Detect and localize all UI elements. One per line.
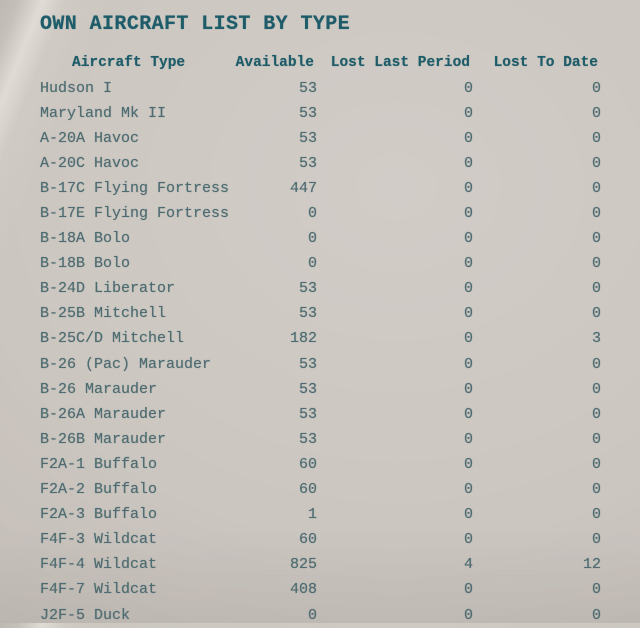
- aircraft-type-cell: F4F-3 Wildcat: [40, 531, 158, 549]
- lost-to-date-cell: 0: [591, 430, 601, 448]
- lost-last-period-cell: 0: [463, 506, 473, 524]
- available-cell: 60: [298, 455, 317, 473]
- available-cell: 1: [307, 506, 317, 524]
- available-cell: 0: [307, 205, 317, 223]
- available-cell: 53: [298, 79, 317, 97]
- table-row: [40, 477, 601, 502]
- table-row: [40, 226, 601, 251]
- table-row: [40, 502, 601, 527]
- table-row: [40, 427, 601, 452]
- aircraft-type-cell: B-25C/D Mitchell: [40, 330, 185, 348]
- aircraft-type-cell: F4F-7 Wildcat: [40, 581, 158, 599]
- available-cell: 53: [298, 280, 317, 298]
- aircraft-type-cell: Hudson I: [40, 79, 113, 97]
- column-header-lost-to-date: Lost To Date: [493, 54, 598, 71]
- available-cell: 53: [298, 104, 317, 122]
- aircraft-type-cell: A-20C Havoc: [40, 154, 140, 172]
- table-row: [40, 126, 601, 151]
- available-cell: 53: [298, 129, 317, 147]
- lost-to-date-cell: 0: [591, 531, 601, 549]
- lost-to-date-cell: 0: [591, 355, 601, 373]
- aircraft-type-cell: B-18A Bolo: [40, 230, 131, 248]
- lost-last-period-cell: 0: [463, 330, 473, 348]
- lost-last-period-cell: 0: [463, 104, 473, 122]
- lost-to-date-cell: 12: [582, 556, 601, 574]
- table-row: [40, 452, 601, 477]
- available-cell: 182: [289, 330, 317, 348]
- lost-last-period-cell: 4: [463, 556, 473, 574]
- table-row: [40, 176, 601, 201]
- lost-to-date-cell: 0: [591, 129, 601, 147]
- aircraft-type-cell: F2A-1 Buffalo: [40, 455, 158, 473]
- lost-last-period-cell: 0: [463, 581, 473, 599]
- lost-to-date-cell: 0: [591, 154, 601, 172]
- lost-last-period-cell: 0: [463, 531, 473, 549]
- available-cell: 825: [289, 556, 317, 574]
- table-row: [40, 101, 601, 126]
- table-row: [40, 276, 601, 301]
- lost-last-period-cell: 0: [463, 230, 473, 248]
- aircraft-type-cell: F2A-2 Buffalo: [40, 481, 158, 499]
- available-cell: 53: [298, 305, 317, 323]
- lost-to-date-cell: 0: [591, 104, 601, 122]
- aircraft-type-cell: B-26B Marauder: [40, 430, 167, 448]
- aircraft-type-cell: B-26 (Pac) Marauder: [40, 355, 212, 373]
- lost-to-date-cell: 0: [591, 255, 601, 273]
- table-row: [40, 577, 601, 602]
- lost-last-period-cell: 0: [463, 606, 473, 624]
- lost-to-date-cell: 0: [591, 405, 601, 423]
- lost-to-date-cell: 0: [591, 481, 601, 499]
- lost-last-period-cell: 0: [463, 205, 473, 223]
- aircraft-type-cell: B-17E Flying Fortress: [40, 205, 230, 223]
- column-header-available: Available: [235, 54, 314, 71]
- available-cell: 53: [298, 355, 317, 373]
- lost-to-date-cell: 0: [591, 380, 601, 398]
- aircraft-type-cell: F2A-3 Buffalo: [40, 506, 158, 524]
- lost-to-date-cell: 0: [591, 506, 601, 524]
- lost-last-period-cell: 0: [463, 154, 473, 172]
- table-row: [40, 552, 601, 577]
- lost-to-date-cell: 0: [591, 280, 601, 298]
- available-cell: 53: [298, 430, 317, 448]
- lost-last-period-cell: 0: [463, 179, 473, 197]
- lost-last-period-cell: 0: [463, 380, 473, 398]
- lost-last-period-cell: 0: [463, 305, 473, 323]
- table-row: [40, 377, 601, 402]
- available-cell: 0: [307, 255, 317, 273]
- column-header-lost-last-period: Lost Last Period: [330, 54, 470, 71]
- lost-last-period-cell: 0: [463, 129, 473, 147]
- lost-last-period-cell: 0: [463, 405, 473, 423]
- available-cell: 60: [298, 481, 317, 499]
- aircraft-type-cell: Maryland Mk II: [40, 104, 167, 122]
- lost-last-period-cell: 0: [463, 481, 473, 499]
- aircraft-type-cell: B-17C Flying Fortress: [40, 179, 230, 197]
- table-row: [40, 326, 601, 351]
- lost-to-date-cell: 3: [591, 330, 601, 348]
- lost-to-date-cell: 0: [591, 205, 601, 223]
- aircraft-type-cell: B-18B Bolo: [40, 255, 131, 273]
- lost-to-date-cell: 0: [591, 455, 601, 473]
- lost-last-period-cell: 0: [463, 430, 473, 448]
- aircraft-type-cell: A-20A Havoc: [40, 129, 140, 147]
- aircraft-type-cell: B-26A Marauder: [40, 405, 167, 423]
- lost-to-date-cell: 0: [591, 79, 601, 97]
- table-row: [40, 76, 601, 101]
- table-row: [40, 201, 601, 226]
- available-cell: 0: [307, 230, 317, 248]
- table-row: [40, 301, 601, 326]
- lost-to-date-cell: 0: [591, 581, 601, 599]
- aircraft-type-cell: J2F-5 Duck: [40, 606, 131, 624]
- lost-last-period-cell: 0: [463, 280, 473, 298]
- available-cell: 60: [298, 531, 317, 549]
- lost-last-period-cell: 0: [463, 355, 473, 373]
- aircraft-type-cell: B-25B Mitchell: [40, 305, 167, 323]
- aircraft-type-cell: F4F-4 Wildcat: [40, 556, 158, 574]
- aircraft-type-cell: B-24D Liberator: [40, 280, 176, 298]
- table-body: [40, 76, 601, 628]
- lost-to-date-cell: 0: [591, 606, 601, 624]
- available-cell: 53: [298, 380, 317, 398]
- lost-to-date-cell: 0: [591, 230, 601, 248]
- available-cell: 0: [307, 606, 317, 624]
- available-cell: 408: [289, 581, 317, 599]
- available-cell: 53: [298, 154, 317, 172]
- column-header-aircraft-type: Aircraft Type: [72, 54, 186, 71]
- lost-last-period-cell: 0: [463, 79, 473, 97]
- available-cell: 53: [298, 405, 317, 423]
- table-row: [40, 527, 601, 552]
- table-row: [40, 251, 601, 276]
- table-row: [40, 352, 601, 377]
- lost-last-period-cell: 0: [463, 455, 473, 473]
- available-cell: 447: [289, 179, 317, 197]
- table-row: [40, 402, 601, 427]
- table-row: [40, 151, 601, 176]
- table-row: [40, 602, 601, 627]
- page-title: OWN AIRCRAFT LIST BY TYPE: [40, 13, 351, 36]
- aircraft-type-cell: B-26 Marauder: [40, 380, 158, 398]
- lost-last-period-cell: 0: [463, 255, 473, 273]
- aircraft-list-table: [40, 50, 601, 628]
- lost-to-date-cell: 0: [591, 305, 601, 323]
- lost-to-date-cell: 0: [591, 179, 601, 197]
- table-header-row: [40, 50, 601, 76]
